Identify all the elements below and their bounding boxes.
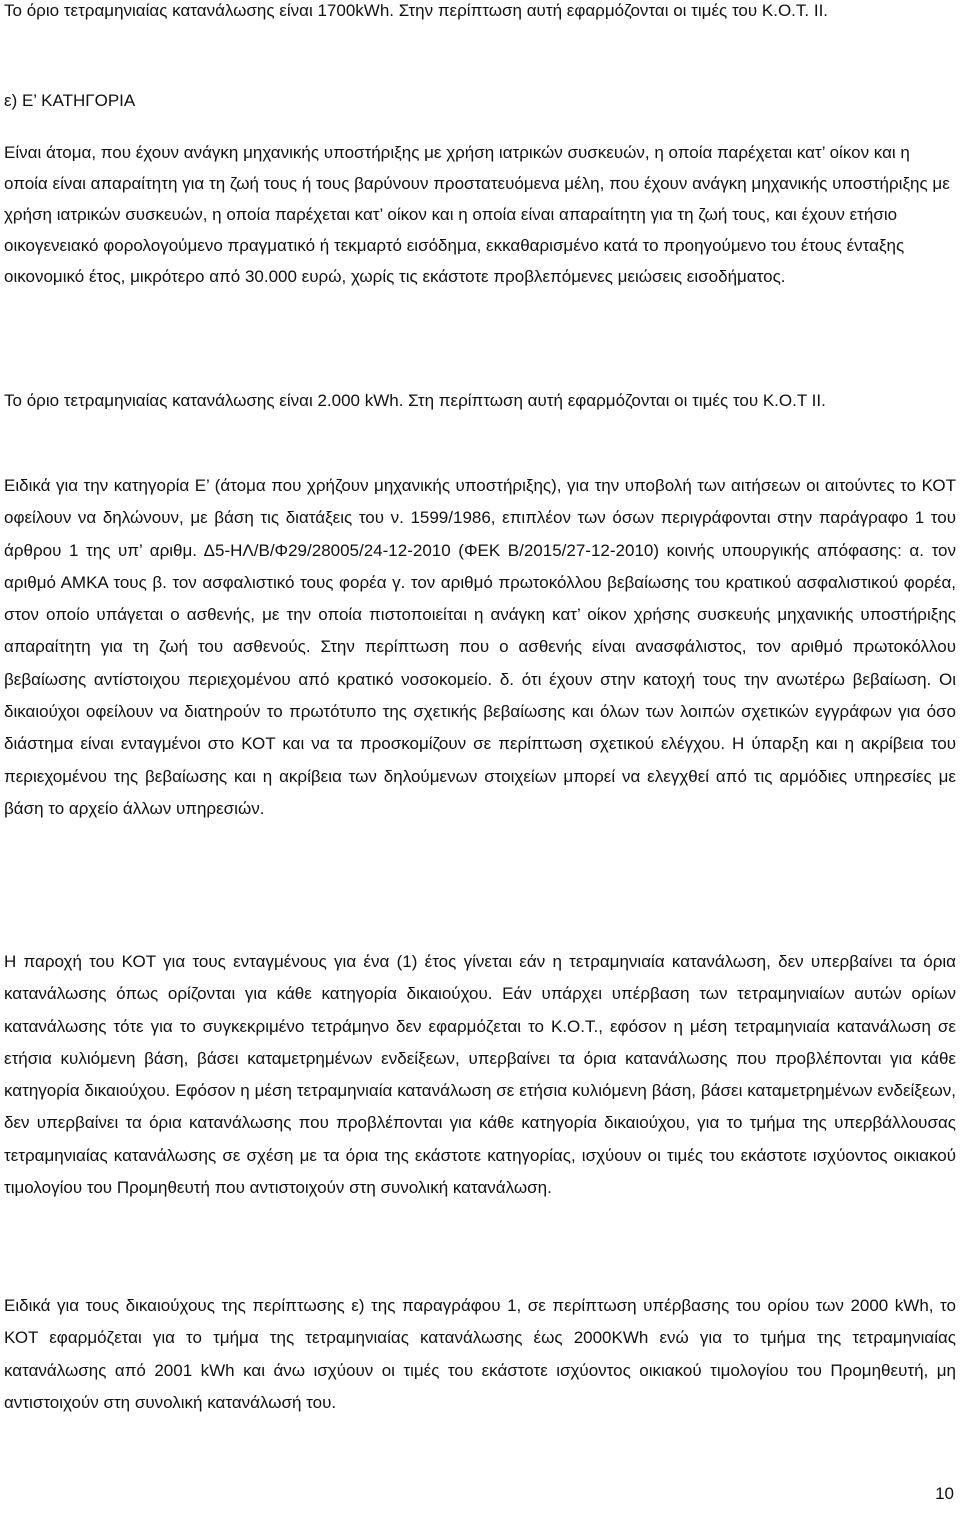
consumption-limit-paragraph: Το όριο τετραμηνιαίας κατανάλωσης είναι 2.000 kWh. Στη περίπτωση αυτή εφαρμόζονται οι τιμές του Κ.Ο.Τ ΙΙ. xyxy=(4,391,826,410)
intro-paragraph: Το όριο τετραμηνιαίας κατανάλωσης είναι 1700kWh. Στην περίπτωση αυτή εφαρμόζονται οι τιμές του Κ.Ο.Τ. ΙΙ. xyxy=(4,1,829,20)
category-e-special-case-paragraph: Ειδικά για τους δικαιούχους της περίπτωσης ε) της παραγράφου 1, σε περίπτωση υπέρβασης του ορίου των 2000 kWh, το ΚΟΤ εφαρμόζεται για το τμήμα της τετραμηνιαίας κατανάλωσης έως 2000KWh ενώ για το τμήμα της τετραμηνιαίας κατανάλωσης από 2001 kWh και άνω ισχύουν οι τιμές του εκάστοτε ισχύοντος οικιακού τιμολογίου του Προμηθευτή, μη αντιστοιχούν στη συνολική κατανάλωσή του. xyxy=(4,1296,956,1412)
section-heading: ε) Ε’ ΚΑΤΗΓΟΡΙΑ xyxy=(4,91,136,110)
documentation-requirements-paragraph: Ειδικά για την κατηγορία Ε’ (άτομα που χρήζουν μηχανικής υποστήριξης), για την υποβολή των αιτήσεων οι αιτούντες το ΚΟΤ οφείλουν να δηλώνουν, με βάση τις διατάξεις του ν. 1599/1986, επιπλέον των όσων περιγράφονται στην παράγραφο 1 του άρθρου 1 της υπ’ αριθμ. Δ5-ΗΛ/Β/Φ29/28005/24-12-2010 (ΦΕΚ Β/2015/27-12-2010) κοινής υπουργικής απόφασης: α. τον αριθμό ΑΜΚΑ τους β. τον ασφαλιστικό τους φορέα γ. τον αριθμό πρωτοκόλλου βεβαίωσης του κρατικού ασφαλιστικού φορέα, στον οποίο υπάγεται ο ασθενής, με την οποία πιστοποιείται η ανάγκη κατ’ οίκον χρήσης συσκευής μηχανικής υποστήριξης απαραίτητη για τη ζωή του ασθενούς. Στην περίπτωση που ο ασθενής είναι ανασφάλιστος, τον αριθμό πρωτοκόλλου βεβαίωσης αντίστοιχου περιεχομένου από κρατικό νοσοκομείο. δ. ότι έχουν στην κατοχή τους την ανωτέρω βεβαίωση. Οι δικαιούχοι οφείλουν να διατηρούν το πρωτότυπο της σχετικής βεβαίωσης και όλων των λοιπών σχετικών εγγράφων για όσο διάστημα είναι ενταγμένοι στο ΚΟΤ και να τα προσκομίζουν σε περίπτωση σχετικού ελέγχου. Η ύπαρξη και η ακρίβεια του περιεχομένου της βεβαίωσης και η ακρίβεια των δηλούμενων στοιχείων μπορεί να ελεγχθεί από τις αρμόδιες υπηρεσίες με βάση το αρχείο άλλων υπηρεσιών. xyxy=(4,476,956,818)
category-e-description: Είναι άτομα, που έχουν ανάγκη μηχανικής υποστήριξης με χρήση ιατρικών συσκευών, η οποία παρέχεται κατ’ οίκον και η οποία είναι απαραίτητη για τη ζωή τους ή τους βαρύνουν προστατευόμενα μέλη, που έχουν ανάγκη μηχανικής υποστήριξης με χρήση ιατρικών συσκευών, η οποία παρέχεται κατ’ οίκον και η οποία είναι απαραίτητη για τη ζωή τους, και έχουν ετήσιο οικογενειακό φορολογούμενο πραγματικό ή τεκμαρτό εισόδημα, εκκαθαρισμένο κατά το προηγούμενο του έτους ένταξης οικονομικό έτος, μικρότερο από 30.000 ευρώ, χωρίς τις εκάστοτε προβλεπόμενες μειώσεις εισοδήματος. xyxy=(4,143,950,286)
page-number: 10 xyxy=(935,1484,954,1503)
billing-rules-paragraph: Η παροχή του ΚΟΤ για τους ενταγμένους για ένα (1) έτος γίνεται εάν η τετραμηνιαία κατανάλωση, δεν υπερβαίνει τα όρια κατανάλωσης όπως ορίζονται για κάθε κατηγορία δικαιούχου. Εάν υπάρχει υπέρβαση των τετραμηνιαίων αυτών ορίων κατανάλωσης τότε για το συγκεκριμένο τετράμηνο δεν εφαρμόζεται το Κ.Ο.Τ., εφόσον η μέση τετραμηνιαία κατανάλωση σε ετήσια κυλιόμενη βάση, βάσει καταμετρημένων ενδείξεων, υπερβαίνει τα όρια κατανάλωσης που προβλέπονται για κάθε κατηγορία δικαιούχου. Εφόσον η μέση τετραμηνιαία κατανάλωση σε ετήσια κυλιόμενη βάση, βάσει καταμετρημένων ενδείξεων, δεν υπερβαίνει τα όρια κατανάλωσης που προβλέπονται για κάθε κατηγορία δικαιούχου, για το τμήμα της υπερβάλλουσας τετραμηνιαίας κατανάλωσης σε σχέση με τα όρια της εκάστοτε κατηγορίας, ισχύουν οι τιμές του εκάστοτε ισχύοντος οικιακού τιμολογίου του Προμηθευτή που αντιστοιχούν στη συνολική κατανάλωση. xyxy=(4,952,956,1198)
